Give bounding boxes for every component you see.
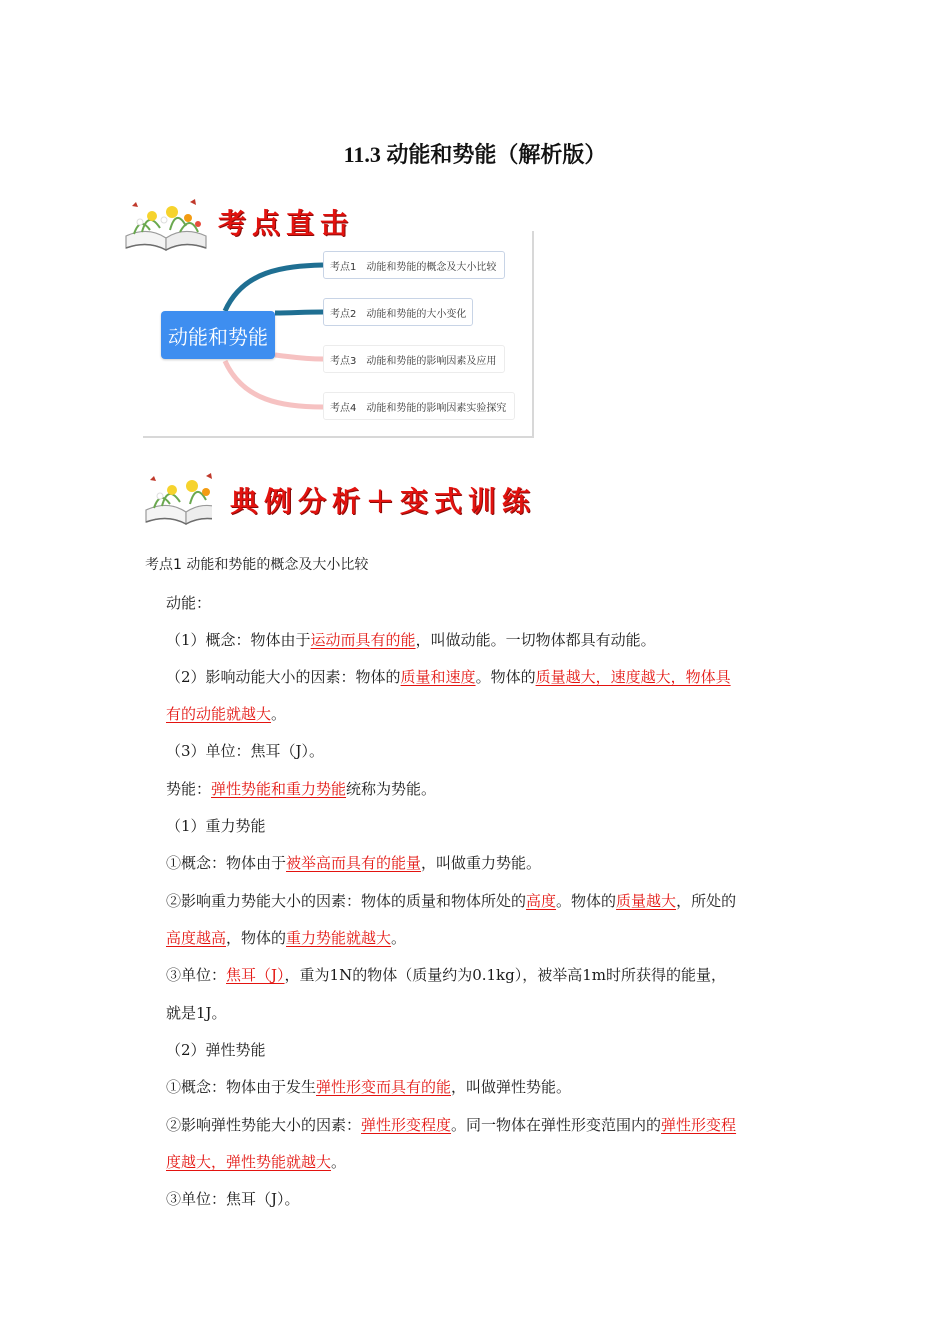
- text-line: [166, 1077, 571, 1097]
- text-line: [166, 965, 726, 985]
- text-span: 统称为势能。: [346, 780, 437, 798]
- text-span: 。物体的: [556, 892, 617, 910]
- section-heading: 考点1 动能和势能的概念及大小比较: [145, 557, 369, 573]
- text-span: ，所处的: [676, 892, 737, 910]
- text-span: 就是1J。: [166, 1004, 227, 1022]
- text-span: 。: [331, 1153, 347, 1171]
- text-span: （1）重力势能: [166, 817, 266, 835]
- mindmap-frame-right: [532, 231, 534, 438]
- banner-title-kaodian: 考点直击: [218, 207, 355, 240]
- text-span: ③单位：: [166, 966, 227, 984]
- text-span: （2）影响动能大小的因素：物体的: [166, 668, 401, 686]
- text-line: [166, 853, 541, 873]
- text-line: [166, 704, 286, 724]
- text-line: [166, 928, 406, 948]
- mindmap-node-1: 考点1 动能和势能的概念及大小比较: [323, 251, 505, 279]
- banner-dianli: [120, 470, 550, 532]
- open-book-flower-icon: [120, 470, 212, 528]
- text-line: [166, 779, 436, 799]
- text-line: [166, 1152, 346, 1172]
- text-span: 。同一物体在弹性形变范围内的: [451, 1116, 662, 1134]
- answer-highlight: 弹性形变而具有的能: [316, 1078, 452, 1096]
- mindmap-node-4: 考点4 动能和势能的影响因素实验探究: [323, 392, 515, 420]
- text-line: [166, 630, 656, 650]
- text-span: （2）弹性势能: [166, 1041, 266, 1059]
- answer-highlight: 高度: [526, 892, 557, 910]
- text-line: [166, 816, 266, 836]
- answer-highlight: 有的动能就越大: [166, 705, 272, 723]
- document-title: 11.3 动能和势能（解析版）: [343, 142, 607, 167]
- mindmap-root: 动能和势能: [161, 311, 275, 359]
- answer-highlight: 被举高而具有的能量: [286, 854, 422, 872]
- answer-highlight: 运动而具有的能: [310, 631, 416, 649]
- answer-highlight: 弹性势能和重力势能: [211, 780, 347, 798]
- text-span: ①概念：物体由于发生: [166, 1078, 317, 1096]
- answer-highlight: 弹性形变程: [661, 1116, 737, 1134]
- mindmap-frame-bottom: [143, 436, 534, 438]
- text-span: ，叫做重力势能。: [421, 854, 542, 872]
- text-span: 。物体的: [475, 668, 536, 686]
- answer-highlight: 重力势能就越大: [286, 929, 392, 947]
- mindmap-node-2: 考点2 动能和势能的大小变化: [323, 298, 473, 326]
- answer-highlight: 质量越大，速度越大，物体具: [535, 668, 731, 686]
- answer-highlight: 质量越大: [616, 892, 677, 910]
- text-span: 动能：: [166, 594, 212, 612]
- text-span: ①概念：物体由于: [166, 854, 287, 872]
- answer-highlight: 高度越高: [166, 929, 227, 947]
- text-span: 势能：: [166, 780, 212, 798]
- text-line: [166, 1040, 266, 1060]
- text-span: （3）单位：焦耳（J）。: [166, 742, 325, 760]
- text-span: 。: [391, 929, 407, 947]
- text-span: （1）概念：物体由于: [166, 631, 311, 649]
- text-span: ②影响重力势能大小的因素：物体的质量和物体所处的: [166, 892, 527, 910]
- text-span: ，叫做动能。一切物体都具有动能。: [415, 631, 656, 649]
- text-span: ③单位：焦耳（J）。: [166, 1190, 300, 1208]
- banner-title-dianli: 典例分析＋变式训练: [230, 485, 537, 518]
- text-line: [166, 891, 736, 911]
- text-span: 。: [271, 705, 287, 723]
- answer-highlight: 质量和速度: [400, 668, 476, 686]
- answer-highlight: 弹性形变程度: [361, 1116, 452, 1134]
- text-line: [166, 1115, 736, 1135]
- text-span: ，物体的: [226, 929, 287, 947]
- text-line: [166, 1003, 227, 1023]
- mindmap-node-3: 考点3 动能和势能的影响因素及应用: [323, 345, 505, 373]
- text-span: ，叫做弹性势能。: [451, 1078, 572, 1096]
- text-line: [166, 741, 324, 761]
- text-line: [166, 1189, 300, 1209]
- answer-highlight: 度越大，弹性势能就越大: [166, 1153, 332, 1171]
- text-line: [166, 667, 731, 687]
- text-span: ②影响弹性势能大小的因素：: [166, 1116, 362, 1134]
- answer-highlight: 焦耳（J）: [226, 966, 285, 984]
- text-line: [166, 593, 211, 613]
- text-span: ，重为1N的物体（质量约为0.1kg），被举高1m时所获得的能量，: [284, 966, 727, 984]
